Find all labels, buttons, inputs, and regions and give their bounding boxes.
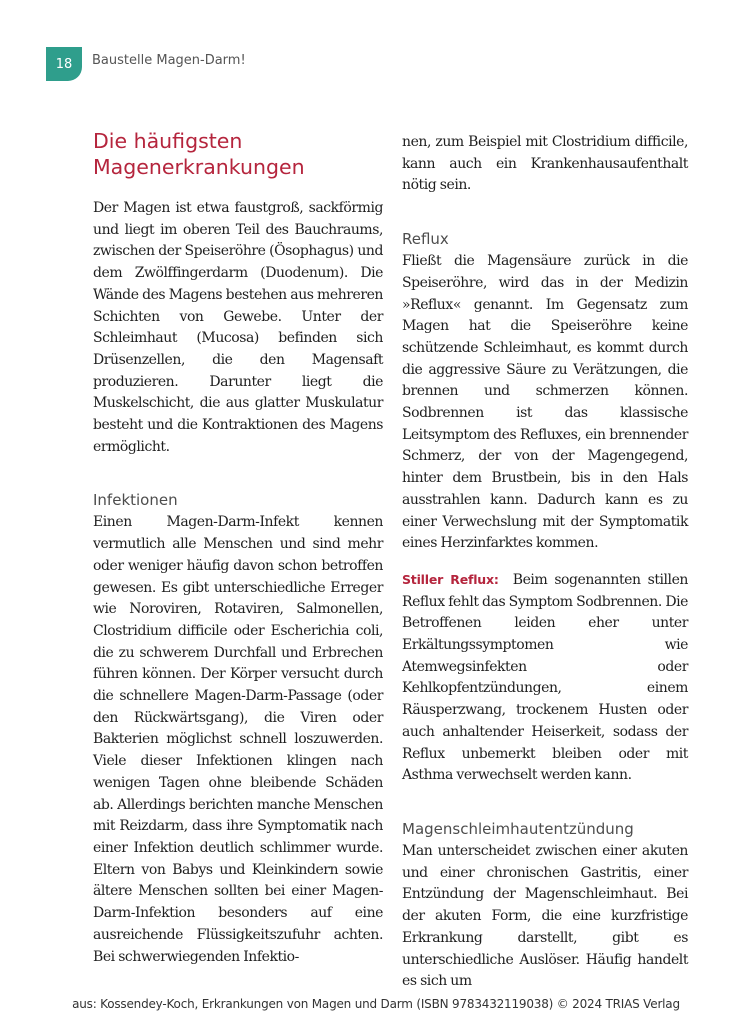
heading-infektionen: Infektionen: [93, 491, 178, 510]
footer-citation: aus: Kossendey-Koch, Erkrankungen von Magen und Darm (ISBN 9783432119038) © 2024 TRIAS Verlag: [72, 997, 680, 1011]
heading-reflux: Reflux: [402, 230, 449, 249]
heading-magenschleimhautentzuendung: Magenschleimhautentzündung: [402, 819, 634, 838]
running-head: Baustelle Magen-Darm!: [92, 53, 246, 68]
stiller-reflux-text: Beim sogenannten stillen Reflux fehlt das Symptom Sodbrennen. Die Betroffenen leiden eher unter Erkältungssymptomen wie Atemwegsinfekten oder Kehlkopfentzündungen, einem Räusperzwang, trockenem Husten oder auch anhaltender Heiserkeit, sodass der Reflux unbemerkt bleiben oder mit Asthma verwechselt werden kann.: [402, 571, 688, 784]
continuation-paragraph: nen, zum Beispiel mit Clostridium difficile, kann auch ein Krankenhausaufenthalt nötig sein.: [402, 134, 688, 194]
paragraph-reflux: Fließt die Magensäure zurück in die Speiseröhre, wird das in der Medizin »Reflux« genannt. Im Gegensatz zum Magen hat die Speiseröhre keine schützende Schleimhaut, es kommt durch die aggressive Säure zu Verätzungen, die brennen und schmerzen können. Sodbrennen ist das klassische Leitsymptom des Refluxes, ein brennender Schmerz, der von der Magengegend, hinter dem Brustbein, bis in den Hals ausstrahlen kann. Dadurch kann es zu einer Verwechslung mit der Symptomatik eines Herzinfarktes kommen.: [402, 253, 688, 552]
intro-paragraph: Der Magen ist etwa faustgroß, sackförmig und liegt im oberen Teil des Bauchraums, zwischen der Speiseröhre (Ösophagus) und dem Zwölffingerdarm (Duodenum). Die Wände des Magens bestehen aus mehreren Schichten von Gewebe. Unter der Schleimhaut (Mucosa) befinden sich Drüsenzellen, die den Magensaft produzieren. Darunter liegt die Muskelschicht, die aus glatter Muskulatur besteht und die Kontraktionen des Magens ermöglicht.: [93, 200, 383, 455]
page-title: Die häufigsten Magenerkrankungen: [93, 129, 305, 179]
paragraph-stiller-reflux: [402, 569, 688, 787]
left-column: [93, 128, 383, 968]
stiller-reflux-label: Stiller Reflux:: [402, 571, 499, 587]
page-number-badge: [46, 47, 82, 81]
paragraph-infektionen: Einen Magen-Darm-Infekt kennen vermutlich alle Menschen und sind mehr oder weniger häufig davon schon betroffen gewesen. Es gibt unterschiedliche Erreger wie Noroviren, Rotaviren, Salmonellen, Clostridium difficile oder Escherichia coli, die zu schwerem Durchfall und Erbrechen führen können. Der Körper versucht durch die schnellere Magen-Darm-Passage (oder den Rückwärtsgang), die Viren oder Bakterien möglichst schnell loszuwerden. Viele dieser Infektionen klingen nach wenigen Tagen ohne bleibende Schäden ab. Allerdings berichten manche Menschen mit Reizdarm, dass ihre Symptomatik nach einer Infektion deutlich schlimmer wurde. Eltern von Babys und Kleinkindern sowie ältere Menschen sollten bei einer Magen-Darm-Infektion besonders auf eine ausreichende Flüssigkeitszufuhr achten. Bei schwerwiegenden Infektio-: [93, 514, 383, 965]
right-column: [402, 132, 688, 993]
paragraph-magenschleimhautentzuendung: Man unterscheidet zwischen einer akuten und einer chronischen Gastritis, einer Entzündung der Magenschleimhaut. Bei der akuten Form, die eine kurzfristige Erkrankung darstellt, gibt es unterschiedliche Auslöser. Häufig handelt es sich um: [402, 842, 688, 990]
page-number: 18: [55, 56, 73, 72]
